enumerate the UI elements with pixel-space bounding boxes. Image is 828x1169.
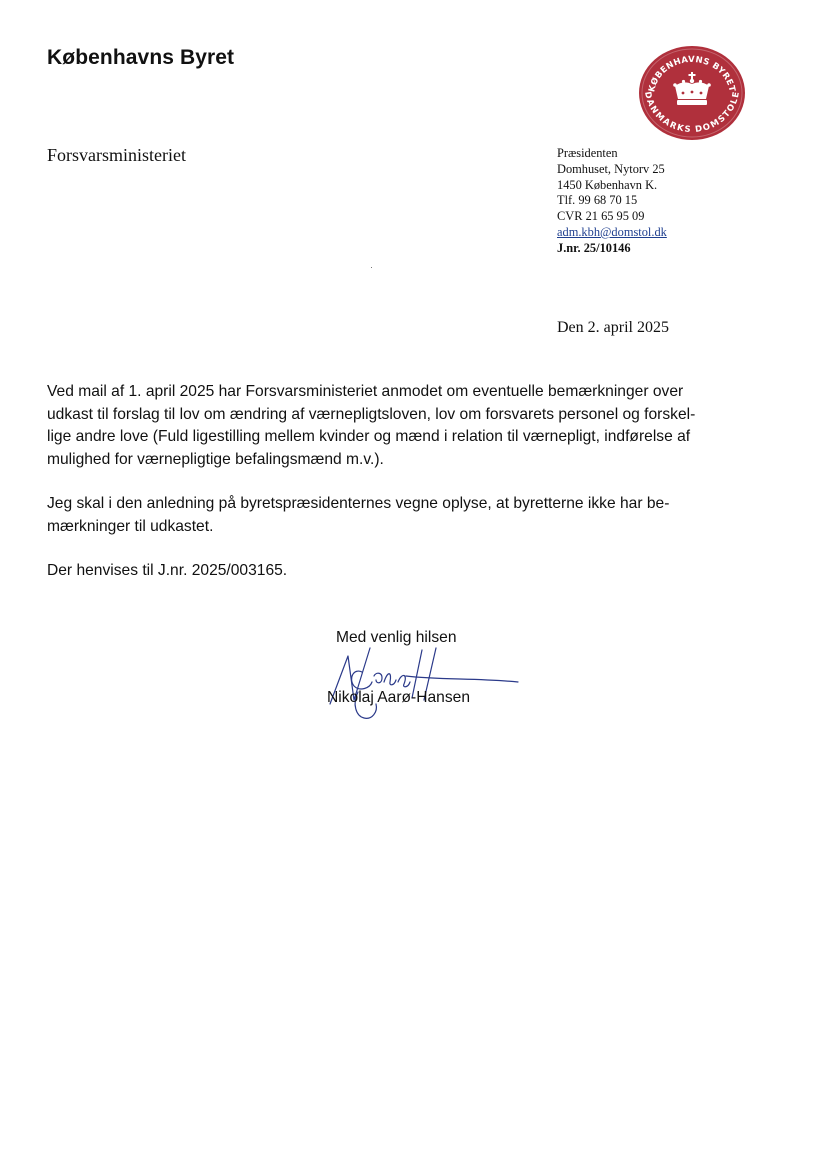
sender-block: [557, 146, 667, 257]
signer-name: Nikolaj Aarø-Hansen: [327, 689, 471, 706]
paragraph-2: [47, 493, 767, 538]
svg-text:KØBENHAVNS BYRET: KØBENHAVNS BYRET: [647, 54, 737, 94]
case-number: J.nr. 25/10146: [557, 240, 631, 255]
sender-email-link[interactable]: adm.kbh@domstol.dk: [557, 224, 667, 239]
court-seal-logo: [637, 44, 747, 142]
text-line: udkast til forslag til lov om ændring af værnepligtsloven, lov om forsvarets personel og forskel-: [47, 405, 696, 423]
paragraph-1: [47, 381, 767, 471]
sender-cvr: CVR 21 65 95 09: [557, 209, 645, 224]
letter-date: Den 2. april 2025: [557, 319, 669, 336]
text-line: Ved mail af 1. april 2025 har Forsvarsministeriet anmodet om eventuelle bemærkninger over: [47, 383, 684, 400]
text-line: mærkninger til udkastet.: [47, 517, 214, 535]
svg-text:DANMARKS DOMSTOLE: DANMARKS DOMSTOLE: [642, 90, 742, 135]
sender-address-line-2: 1450 København K.: [557, 177, 658, 192]
paragraph-3: [47, 560, 767, 583]
closing-greeting: Med venlig hilsen: [336, 629, 457, 646]
handwritten-signature: [318, 642, 528, 722]
recipient: Forsvarsministeriet: [47, 145, 186, 165]
sender-phone: Tlf. 99 68 70 15: [557, 193, 638, 208]
sender-address-line-1: Domhuset, Nytorv 25: [557, 161, 665, 176]
court-name: Københavns Byret: [47, 46, 235, 69]
text-line: lige andre love (Fuld ligestilling mellem kvinder og mænd i relation til værnepligt, indførelse af: [47, 428, 691, 445]
letter-body: [47, 381, 767, 605]
text-line: mulighed for værnepligtige befalingsmænd m.v.).: [47, 450, 384, 468]
text-line: Jeg skal i den anledning på byretspræsidenternes vegne oplyse, at byretterne ikke har be-: [47, 495, 670, 512]
sender-title: Præsidenten: [557, 146, 618, 160]
scan-speck: [371, 267, 372, 268]
text-line: Der henvises til J.nr. 2025/003165.: [47, 562, 288, 579]
